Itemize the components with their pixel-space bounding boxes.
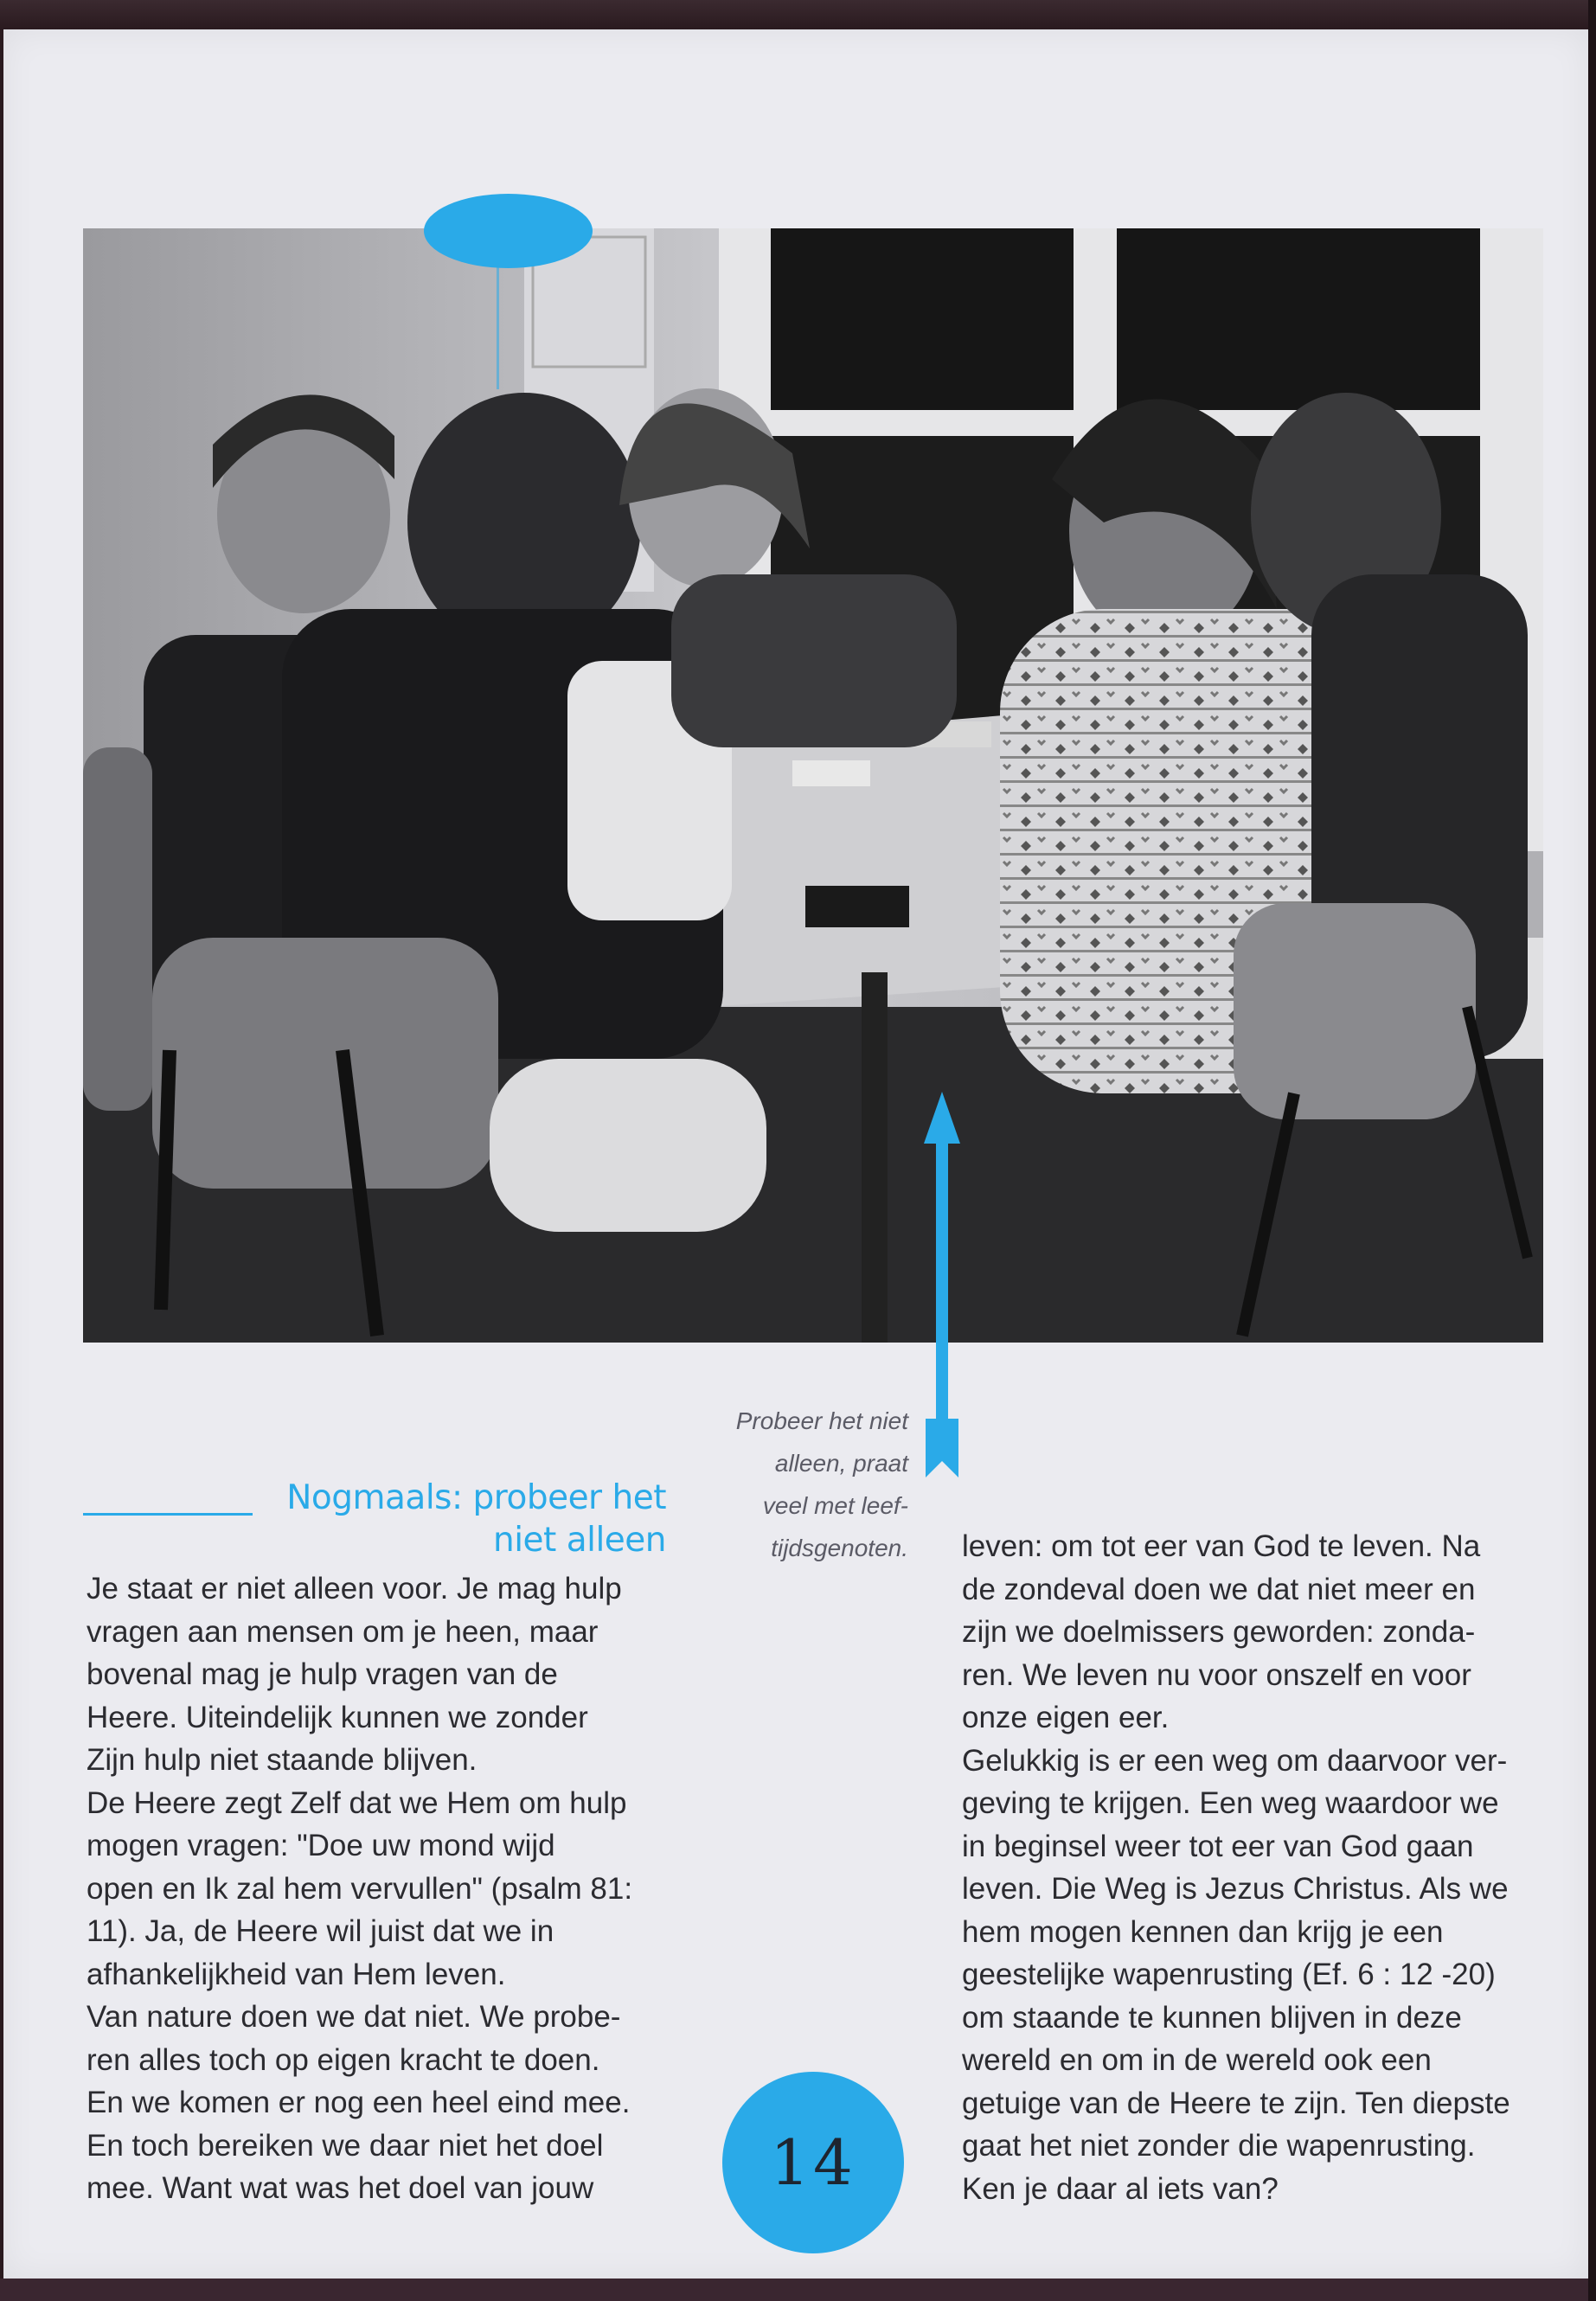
caption-line: veel met leef- bbox=[762, 1492, 908, 1519]
heading-line: niet alleen bbox=[492, 1521, 666, 1560]
text-line: zijn we doelmissers geworden: zonda- bbox=[962, 1615, 1476, 1649]
text-line: afhankelijkheid van Hem leven. bbox=[87, 1957, 506, 1991]
text-line: getuige van de Heere te zijn. Ten diepste bbox=[962, 2086, 1510, 2120]
page-number-badge bbox=[722, 2072, 904, 2253]
text-line: ren alles toch op eigen kracht te doen. bbox=[87, 2042, 600, 2077]
text-line: ren. We leven nu voor onszelf en voor bbox=[962, 1657, 1471, 1692]
text-line: mee. Want wat was het doel van jouw bbox=[87, 2171, 594, 2205]
text-line: vragen aan mensen om je heen, maar bbox=[87, 1614, 599, 1649]
heading-line: Nogmaals: probeer het bbox=[286, 1478, 666, 1517]
left-column bbox=[87, 1567, 675, 2210]
text-line: Van nature doen we dat niet. We probe- bbox=[87, 2000, 621, 2034]
text-line: mogen vragen: "Doe uw mond wijd bbox=[87, 1829, 555, 1862]
text-line: 11). Ja, de Heere wil juist dat we in bbox=[87, 1914, 554, 1948]
arrow-shaft bbox=[936, 1125, 948, 1440]
text-line: De Heere zegt Zelf dat we Hem om hulp bbox=[87, 1785, 627, 1820]
photo-caption bbox=[692, 1400, 908, 1569]
caption-line: tijdsgenoten. bbox=[771, 1535, 908, 1561]
right-edge bbox=[1588, 0, 1596, 2301]
text-line: En toch bereiken we daar niet het doel bbox=[87, 2128, 604, 2163]
page-number: 14 bbox=[770, 2126, 856, 2199]
text-line: Zijn hulp niet staande blijven. bbox=[87, 1743, 478, 1777]
text-line: de zondeval doen we dat niet meer en bbox=[962, 1572, 1476, 1606]
section-heading bbox=[260, 1477, 666, 1561]
text-line: in beginsel weer tot eer van God gaan bbox=[962, 1829, 1474, 1863]
text-line: leven: om tot eer van God te leven. Na bbox=[962, 1529, 1481, 1563]
text-line: bovenal mag je hulp vragen van de bbox=[87, 1657, 558, 1691]
text-line: Je staat er niet alleen voor. Je mag hulp bbox=[87, 1572, 622, 1606]
text-line: Ken je daar al iets van? bbox=[962, 2171, 1279, 2206]
text-line: geving te krijgen. Een weg waardoor we bbox=[962, 1786, 1499, 1820]
oval-pointer-line bbox=[497, 260, 499, 389]
caption-line: alleen, praat bbox=[774, 1450, 908, 1477]
text-line: hem mogen kennen dan krijg je een bbox=[962, 1914, 1444, 1949]
text-line: gaat het niet zonder die wapenrusting. bbox=[962, 2129, 1476, 2163]
text-line: open en Ik zal hem vervullen" (psalm 81: bbox=[87, 1871, 633, 1906]
text-line: Heere. Uiteindelijk kunnen we zonder bbox=[87, 1700, 588, 1734]
text-line: En we komen er nog een heel eind mee. bbox=[87, 2086, 631, 2119]
right-column bbox=[962, 1525, 1559, 2210]
text-line: om staande te kunnen blijven in deze bbox=[962, 2000, 1462, 2035]
text-line: onze eigen eer. bbox=[962, 1701, 1170, 1734]
text-line: leven. Die Weg is Jezus Christus. Als we bbox=[962, 1872, 1509, 1906]
heading-rule bbox=[83, 1513, 253, 1516]
bottom-edge bbox=[0, 2279, 1596, 2301]
top-edge bbox=[0, 0, 1596, 29]
group-photo bbox=[83, 228, 1543, 1343]
text-line: Gelukkig is er een weg om daarvoor ver- bbox=[962, 1743, 1508, 1778]
blue-oval-decoration bbox=[424, 194, 593, 268]
text-line: geestelijke wapenrusting (Ef. 6 : 12 -20) bbox=[962, 1958, 1496, 1991]
photo-of-group-studying-at-table-icon bbox=[83, 228, 1543, 1343]
caption-line: Probeer het niet bbox=[735, 1407, 908, 1434]
text-line: wereld en om in de wereld ook een bbox=[962, 2043, 1432, 2077]
